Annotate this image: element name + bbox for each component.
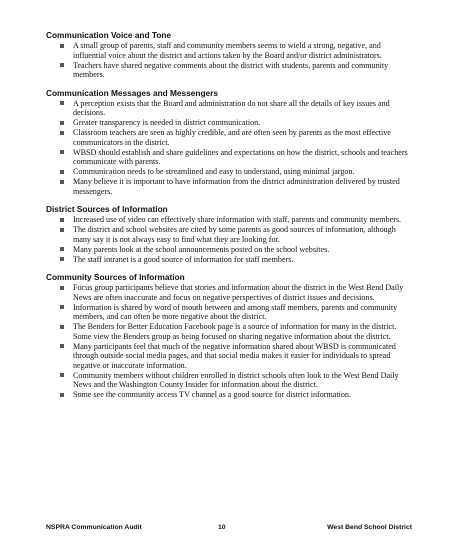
section-voice-and-tone [46,30,412,80]
list-item [46,390,412,400]
section-district-sources [46,204,412,264]
square-bullet-icon [60,305,64,309]
section-heading: Community Sources of Information [46,272,185,282]
square-bullet-icon [60,63,64,67]
footer-report-title: NSPRA Communication Audit [46,524,142,531]
list-item [46,61,412,80]
list-item [46,177,412,196]
list-item-text: Many parents look at the school announcements posted on the school websites. [73,244,330,254]
list-item [46,245,412,255]
square-bullet-icon [60,131,64,135]
document-body [46,30,412,408]
list-item-text: The staff intranet is a good source of information for staff members. [73,254,294,264]
list-item [46,118,412,128]
bullet-list [46,215,412,264]
list-item [46,322,412,341]
section-heading: Communication Voice and Tone [46,30,172,40]
bullet-list [46,41,412,80]
list-item-text: WBSD should establish and share guidelines and expectations on how the district, schools and teachers communicate with parents. [73,147,408,166]
square-bullet-icon [60,286,64,290]
section-heading: Communication Messages and Messengers [46,87,218,98]
list-item-text: Information is shared by word of mouth between and among staff members, parents and community members, and can often be more negative about the district. [73,302,398,321]
bullet-list [46,283,412,400]
list-item [46,283,412,302]
list-item-text: Many believe it is important to have information from the district administration delivered by trusted messengers. [73,177,400,196]
square-bullet-icon [60,121,64,125]
square-bullet-icon [60,150,64,154]
list-item-text: Focus group participants believe that stories and information about the district in the West Bend Daily News are often inaccurate and focus on negative perspectives of district issues and decisions. [73,283,404,302]
list-item-text: The district and school websites are cited by some parents as good sources of information, although many say it is not always easy to find what they are looking for. [73,225,396,244]
square-bullet-icon [60,218,64,222]
square-bullet-icon [60,247,64,251]
list-item-text: Increased use of video can effectively share information with staff, parents and community members. [73,215,402,224]
list-item-text: The Benders for Better Education Facebook page is a source of information for many in the district. Some view the Benders group as being focused on sharing negative information about the district. [73,322,397,341]
square-bullet-icon [60,344,64,348]
list-item [46,215,412,225]
list-item-text: Teachers have shared negative comments about the district with students, parents and community members. [73,60,389,79]
list-item [46,225,412,244]
list-item [46,128,412,147]
list-item [46,99,412,118]
square-bullet-icon [60,228,64,232]
list-item-text: Classroom teachers are seen as highly credible, and are often seen by parents as the most effective communicators in the district. [73,128,391,147]
list-item-text: A perception exists that the Board and administration do not share all the details of key issues and decisions. [73,98,390,117]
square-bullet-icon [60,101,64,105]
square-bullet-icon [60,393,64,397]
list-item [46,255,412,265]
square-bullet-icon [60,180,64,184]
list-item-text: A small group of parents, staff and community members seems to wield a strong, negative, and influential voice about the district and actions taken by the Board and/or district administrators. [73,41,382,60]
square-bullet-icon [60,373,64,377]
list-item [46,167,412,177]
square-bullet-icon [60,325,64,329]
section-messages-and-messengers [46,88,412,197]
list-item [46,342,412,371]
footer-district-name: West Bend School District [327,524,412,531]
list-item [46,371,412,390]
square-bullet-icon [60,257,64,261]
list-item-text: Communication needs to be streamlined and easy to understand, using minimal jargon. [73,167,355,176]
list-item [46,41,412,60]
list-item [46,148,412,167]
list-item-text: Community members without children enrolled in district schools often look to the West Bend Daily News and the Washington County Insider for information about the district. [73,370,399,389]
list-item-text: Greater transparency is needed in district communication. [73,118,261,127]
square-bullet-icon [60,44,64,48]
list-item [46,303,412,322]
section-community-sources [46,272,412,400]
bullet-list [46,99,412,197]
square-bullet-icon [60,170,64,174]
page-number: 10 [218,524,226,531]
list-item-text: Some see the community access TV channel as a good source for district information. [73,390,351,399]
list-item-text: Many participants feel that much of the negative information shared about WBSD is communicated through outside social media pages, and that social media makes it easier for individuals to spread negative or inaccurate information. [73,341,396,370]
section-heading: District Sources of Information [46,204,168,214]
